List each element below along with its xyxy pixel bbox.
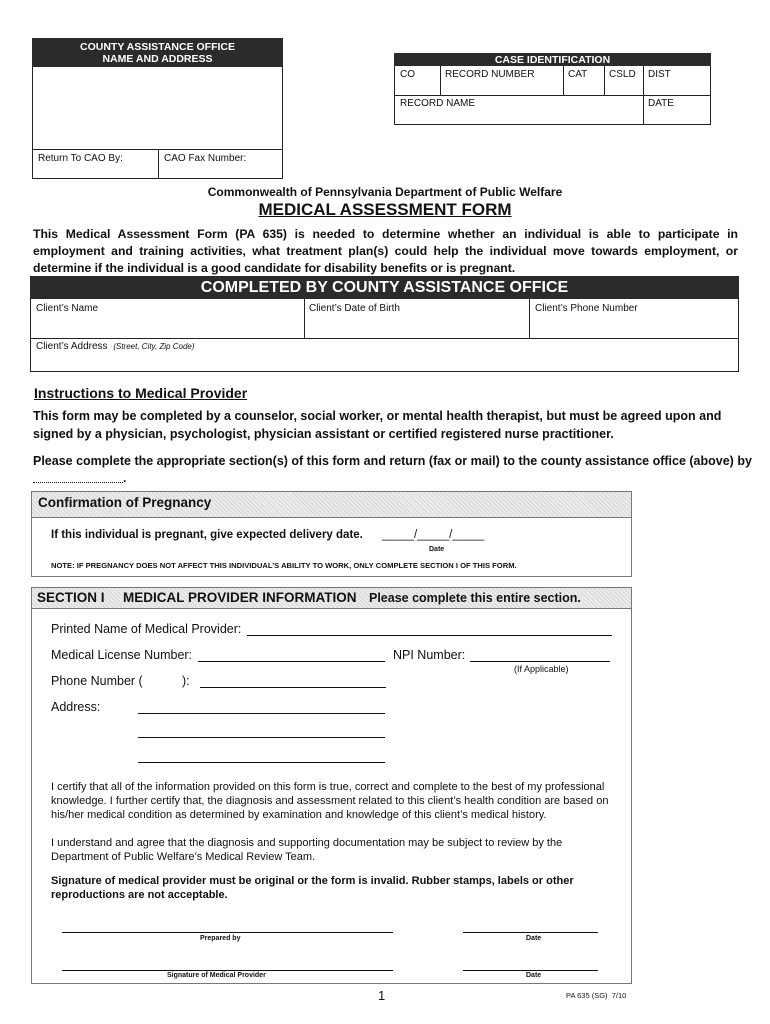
- prepared-by-field[interactable]: [62, 920, 393, 933]
- department-name: Commonwealth of Pennsylvania Department of Public Welfare: [207, 185, 563, 199]
- phone-area-code-field[interactable]: [147, 674, 179, 688]
- npi-field[interactable]: [470, 648, 610, 662]
- return-to-cao-field[interactable]: [34, 163, 156, 177]
- phone-number-field[interactable]: [200, 674, 386, 688]
- client-address-text: Client’s Address: [36, 341, 108, 352]
- case-date-field[interactable]: [645, 110, 710, 124]
- client-name-field[interactable]: [32, 316, 302, 336]
- cao-fax-field[interactable]: [160, 163, 281, 177]
- client-dob-label: Client’s Date of Birth: [309, 303, 400, 314]
- understand-paragraph: I understand and agree that the diagnosis and supporting documentation may be subject to review by the Department of Public Welfare’s Medical Review Team.: [51, 837, 563, 863]
- case-record-number-field[interactable]: [442, 81, 562, 94]
- instructions-paragraph-2: Please complete the appropriate section(s) of this form and return (fax or mail) to the county assistance office (above) by: [33, 454, 752, 468]
- pregnancy-question: If this individual is pregnant, give expected delivery date.: [51, 529, 363, 541]
- case-record-number-label: RECORD NUMBER: [445, 69, 535, 80]
- client-address-label: [36, 341, 195, 352]
- county-section-title: COMPLETED BY COUNTY ASSISTANCE OFFICE: [30, 276, 739, 299]
- form-title: MEDICAL ASSESSMENT FORM: [258, 200, 512, 219]
- case-dist-label: DIST: [648, 69, 671, 80]
- section1-title: MEDICAL PROVIDER INFORMATION: [123, 590, 357, 605]
- section1-subtitle: Please complete this entire section.: [369, 591, 581, 605]
- prepared-by-label: Prepared by: [200, 935, 241, 942]
- phone-label-open: Phone Number (: [51, 674, 143, 688]
- instructions-title: Instructions to Medical Provider: [34, 385, 248, 401]
- case-co-label: CO: [400, 69, 415, 80]
- certify-paragraph: I certify that all of the information provided on this form is true, correct and complete to the best of my professional knowledge. I further certify that, the diagnosis and assessment related to this client’s health condition are based on his/her medical condition as determined by examination and knowledge of this client’s medical history.: [51, 781, 609, 821]
- prepared-date-field[interactable]: [463, 920, 598, 933]
- client-phone-field[interactable]: [531, 316, 737, 336]
- address-line-3[interactable]: [138, 749, 385, 763]
- case-csld-field[interactable]: [606, 81, 642, 94]
- form-code: PA 635 (SG) 7/10: [566, 991, 627, 1000]
- client-address-hint: (Street, City, Zip Code): [113, 342, 195, 351]
- address-label: Address:: [51, 700, 101, 714]
- delivery-date-label: Date: [429, 546, 445, 553]
- return-by-period: .: [123, 471, 127, 485]
- license-label: Medical License Number:: [51, 648, 193, 662]
- case-date-label: DATE: [648, 98, 674, 109]
- case-id-title: CASE IDENTIFICATION: [394, 53, 711, 66]
- case-csld-label: CSLD: [609, 69, 636, 80]
- pregnancy-note: NOTE: IF PREGNANCY DOES NOT AFFECT THIS INDIVIDUAL’S ABILITY TO WORK, ONLY COMPLETE SECTION I OF THIS FORM.: [51, 561, 517, 570]
- printed-name-label: Printed Name of Medical Provider:: [51, 622, 242, 636]
- cao-header-line1: COUNTY ASSISTANCE OFFICE: [80, 41, 235, 53]
- prepared-date-label: Date: [526, 935, 542, 942]
- case-record-name-field[interactable]: [396, 110, 642, 124]
- client-name-label: Client’s Name: [36, 303, 99, 314]
- return-to-cao-label: Return To CAO By:: [38, 153, 123, 164]
- cao-header: [32, 38, 283, 67]
- delivery-date-field[interactable]: _____/_____/_____: [382, 529, 485, 541]
- case-co-field[interactable]: [396, 81, 439, 94]
- signature-note: Signature of medical provider must be original or the form is invalid. Rubber stamps, labels or other reproductions are not acceptable.: [51, 875, 574, 901]
- cao-address-field[interactable]: [34, 68, 281, 148]
- case-dist-field[interactable]: [645, 81, 710, 94]
- pregnancy-title: Confirmation of Pregnancy: [38, 495, 212, 510]
- instructions-paragraph-1: This form may be completed by a counselor, social worker, or mental health therapist, but must be agreed upon and signed by a physician, psychologist, physician assistant or certified registered nurse practitioner.: [33, 409, 722, 441]
- return-by-date-field[interactable]: [33, 471, 123, 483]
- address-line-1[interactable]: [138, 700, 385, 714]
- signature-field[interactable]: [62, 958, 393, 971]
- address-line-2[interactable]: [138, 724, 385, 738]
- cao-header-line2: NAME AND ADDRESS: [102, 53, 213, 65]
- intro-paragraph: This Medical Assessment Form (PA 635) is needed to determine whether an individual is able to participate in employment and training activities, what treatment plan(s) could help the individual move towards employment, or determine if the individual is a good candidate for disability benefits or is pregnant.: [33, 227, 738, 275]
- printed-name-field[interactable]: [247, 622, 612, 636]
- client-phone-label: Client’s Phone Number: [535, 303, 638, 314]
- npi-label: NPI Number:: [393, 648, 466, 662]
- page-number: 1: [378, 988, 386, 1003]
- license-field[interactable]: [198, 648, 385, 662]
- case-record-name-label: RECORD NAME: [400, 98, 476, 109]
- signature-label: Signature of Medical Provider: [167, 972, 266, 979]
- section1-number: SECTION I: [37, 590, 105, 605]
- signature-date-label: Date: [526, 972, 542, 979]
- client-dob-field[interactable]: [306, 316, 527, 336]
- case-cat-label: CAT: [568, 69, 588, 80]
- npi-if-applicable: (If Applicable): [514, 664, 569, 674]
- cao-fax-label: CAO Fax Number:: [164, 153, 247, 164]
- signature-date-field[interactable]: [463, 958, 598, 971]
- client-address-field[interactable]: [32, 354, 737, 370]
- phone-label-close: ):: [182, 674, 190, 688]
- case-cat-field[interactable]: [565, 81, 603, 94]
